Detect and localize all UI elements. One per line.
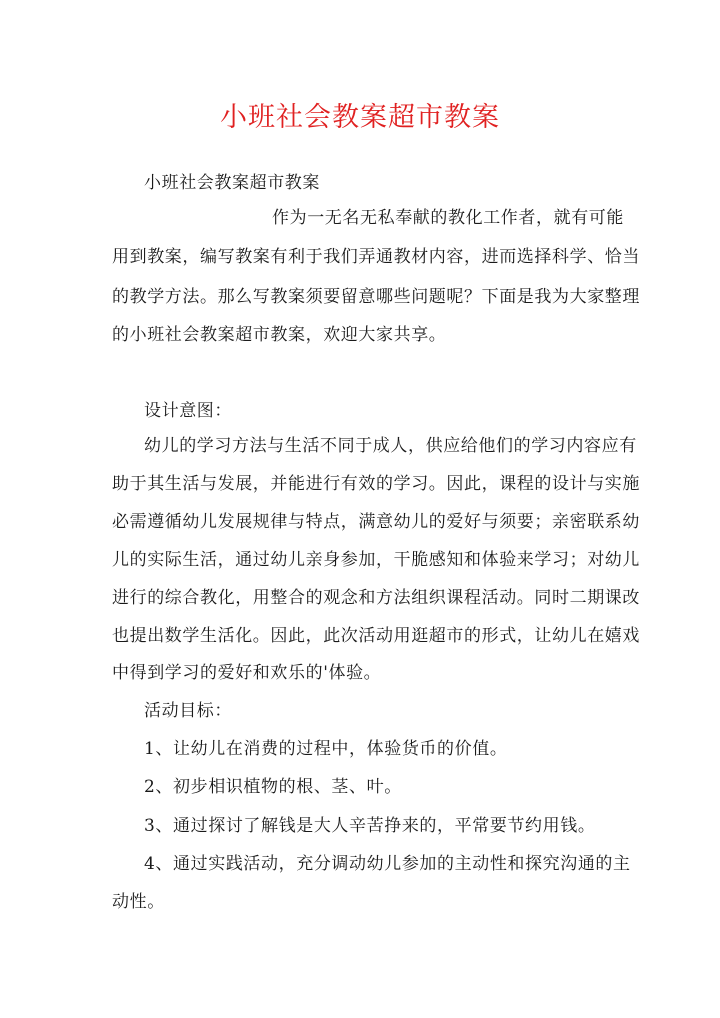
- goal-item-continuation: 动性。: [112, 892, 165, 912]
- design-paragraph-line: 儿的实际生活，通过幼儿亲身参加，干脆感知和体验来学习；对幼儿: [112, 550, 640, 570]
- goal-item: 4、通过实践活动，充分调动幼儿参加的主动性和探究沟通的主: [144, 854, 631, 874]
- intro-line: 的小班社会教案超市教案，欢迎大家共享。: [112, 325, 447, 345]
- design-paragraph-line: 助于其生活与发展，并能进行有效的学习。因此，课程的设计与实施: [112, 474, 640, 494]
- design-paragraph-line: 必需遵循幼儿发展规律与特点，满意幼儿的爱好与须要；亲密联系幼: [112, 512, 640, 532]
- goal-item: 1、让幼儿在消费的过程中，体验货币的价值。: [144, 739, 508, 759]
- document-subtitle: 小班社会教案超市教案: [144, 173, 320, 193]
- design-paragraph-line: 进行的综合教化，用整合的观念和方法组织课程活动。同时二期课改: [112, 588, 640, 608]
- design-paragraph-line: 幼儿的学习方法与生活不同于成人，供应给他们的学习内容应有: [144, 436, 637, 456]
- document-title: 小班社会教案超市教案: [220, 102, 500, 133]
- design-heading: 设计意图：: [144, 401, 232, 421]
- goals-heading: 活动目标：: [144, 701, 232, 721]
- design-paragraph-line: 也提出数学生活化。因此，此次活动用逛超市的形式，让幼儿在嬉戏: [112, 626, 640, 646]
- goal-item: 3、通过探讨了解钱是大人辛苦挣来的，平常要节约用钱。: [144, 816, 596, 836]
- goal-item: 2、初步相识植物的根、茎、叶。: [144, 777, 402, 797]
- intro-line: 作为一无名无私奉献的教化工作者，就有可能: [272, 208, 624, 228]
- intro-line: 用到教案，编写教案有利于我们弄通教材内容，进而选择科学、恰当: [112, 247, 640, 267]
- design-paragraph-line: 中得到学习的爱好和欢乐的'体验。: [112, 663, 382, 683]
- intro-line: 的教学方法。那么写教案须要留意哪些问题呢？下面是我为大家整理: [112, 287, 640, 307]
